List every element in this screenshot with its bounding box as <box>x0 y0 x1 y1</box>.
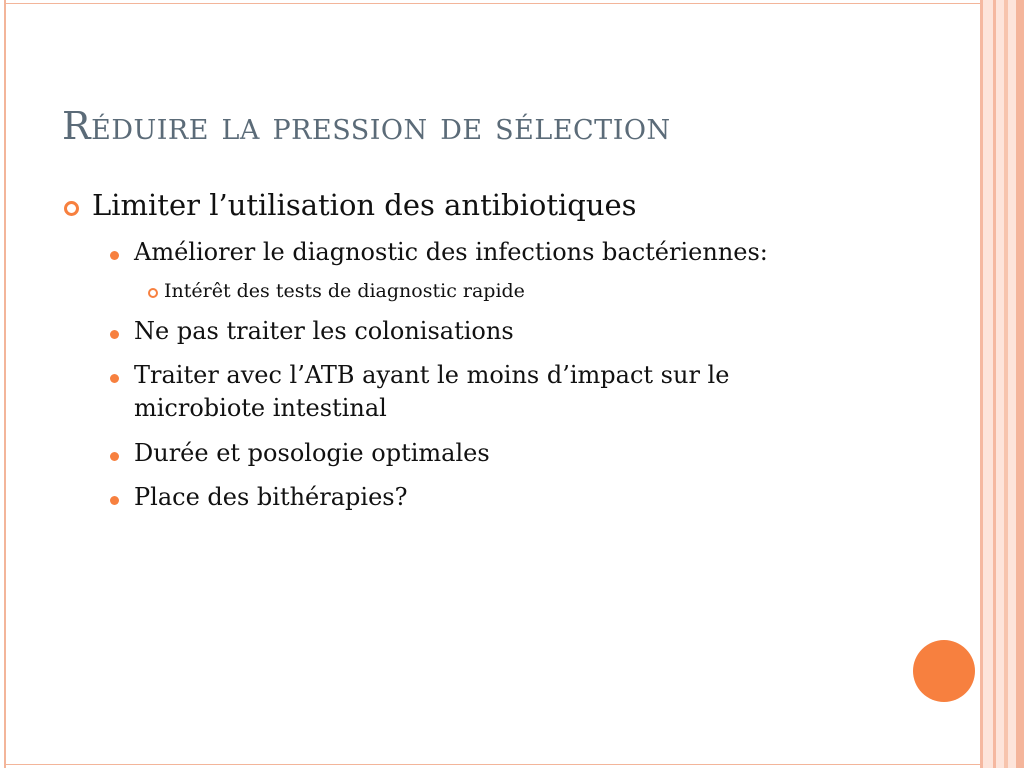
decor-stripe <box>983 0 993 768</box>
dot-bullet-icon <box>110 251 119 260</box>
accent-circle-decoration <box>913 640 975 702</box>
bullet-level2: Ne pas traiter les colonisations <box>134 317 514 345</box>
slide-title: Réduire la pression de sélection <box>62 104 671 148</box>
bullet-level1: Limiter l’utilisation des antibiotiques <box>92 188 637 222</box>
ring-bullet-icon <box>64 201 79 216</box>
frame-left-line <box>4 0 6 768</box>
frame-top-line <box>4 3 981 4</box>
bullet-level2-continuation: microbiote intestinal <box>134 394 387 422</box>
decor-stripe <box>996 0 1004 768</box>
bullet-level2: Durée et posologie optimales <box>134 439 490 467</box>
dot-bullet-icon <box>110 374 119 383</box>
small-ring-bullet-icon <box>148 288 158 298</box>
decor-stripe <box>1016 0 1024 768</box>
decor-stripe <box>1008 0 1016 768</box>
bullet-level2: Traiter avec l’ATB ayant le moins d’impact sur le <box>134 361 730 389</box>
bullet-level2: Place des bithérapies? <box>134 483 408 511</box>
dot-bullet-icon <box>110 452 119 461</box>
dot-bullet-icon <box>110 330 119 339</box>
bullet-level3: Intérêt des tests de diagnostic rapide <box>164 280 525 302</box>
bullet-level2: Améliorer le diagnostic des infections bactériennes: <box>134 238 768 266</box>
dot-bullet-icon <box>110 496 119 505</box>
frame-bottom-line <box>4 764 981 765</box>
